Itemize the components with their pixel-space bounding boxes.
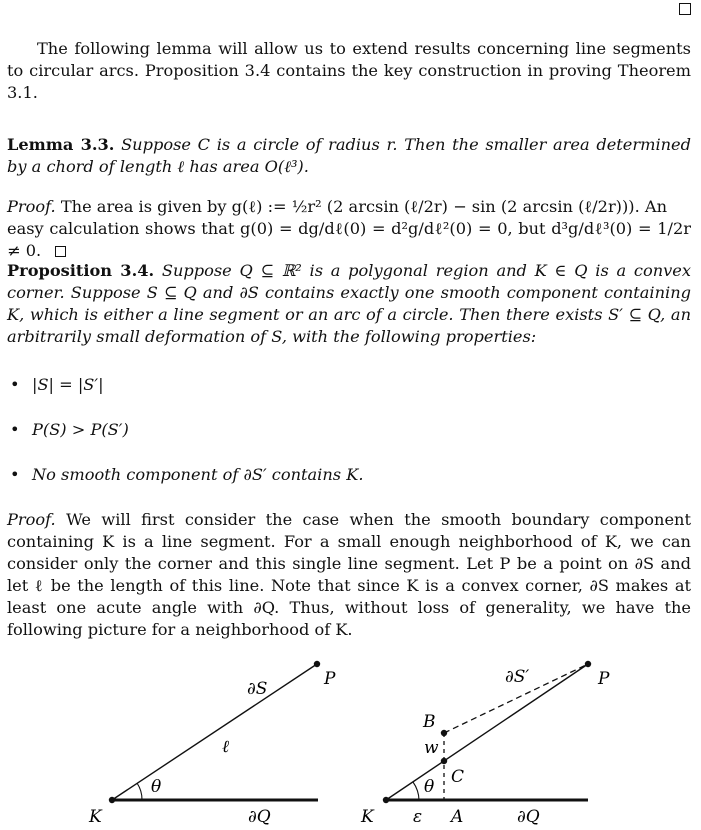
figure-right	[360, 661, 610, 827]
point-K	[383, 797, 389, 803]
list-item: • |S| = |S′|	[32, 374, 104, 396]
figure-left	[88, 661, 336, 827]
proposition-label: Proposition 3.4.	[7, 261, 155, 280]
lemma-proof-calc: easy calculation shows that g(0) = dg/dℓ(0) = d²g/dℓ²(0) = 0, but d³g/dℓ³(0) = 1/2r ≠ 0.	[7, 219, 691, 260]
point-B	[441, 730, 447, 736]
lemma-proof-label: Proof.	[7, 197, 56, 216]
lemma-text: Suppose C is a circle of radius r. Then the smaller area determined by a chord of length ℓ has area O(ℓ³).	[7, 135, 691, 176]
proposition-text: Suppose Q ⊆ ℝ² is a polygonal region and K ∈ Q is a convex corner. Suppose S ⊆ Q and ∂S contains exactly one smooth component containing K, which is either a line segment or an arc of a circle. Then there exists S′ ⊆ Q, an arbitrarily small deformation of S, with the following properties:	[7, 261, 691, 346]
prop-proof-text: We will first consider the case when the smooth boundary component containing K is a line segment. For a small enough neighborhood of K, we can consider only the corner and this single line segment. Let P be a point on ∂S and let ℓ be the length of this line. Note that since K is a convex corner, ∂S makes at least one acute angle with ∂Q. Thus, without loss of generality, we have the following picture for a neighborhood of K.	[7, 510, 691, 639]
list-item: • P(S) > P(S′)	[32, 419, 129, 441]
label-dS: ∂S	[247, 679, 268, 699]
lemma-proof-area: The area is given by g(ℓ) := ½r² (2 arcsin (ℓ/2r) − sin (2 arcsin (ℓ/2r))). An	[60, 197, 668, 216]
label-K: K	[89, 807, 102, 827]
point-C	[441, 758, 447, 764]
label-K: K	[361, 807, 374, 827]
label-dSprime: ∂S′	[505, 667, 530, 687]
label-ell: ℓ	[222, 737, 230, 757]
label-A: A	[451, 807, 464, 827]
label-w: w	[424, 738, 439, 758]
point-P	[314, 661, 320, 667]
label-dQ: ∂Q	[248, 807, 271, 827]
intro-text: The following lemma will allow us to extend results concerning line segments to circular arcs. Proposition 3.4 contains the key construction in proving Theorem 3.1.	[7, 39, 691, 102]
label-B: B	[423, 712, 436, 732]
label-P: P	[598, 669, 610, 689]
angle-arc	[413, 782, 419, 800]
list-item: • No smooth component of ∂S′ contains K.	[32, 464, 363, 486]
point-K	[109, 797, 115, 803]
label-dQ: ∂Q	[517, 807, 540, 827]
lemma-label: Lemma 3.3.	[7, 135, 115, 154]
angle-arc	[137, 783, 142, 800]
label-P: P	[324, 669, 336, 689]
prop-proof-label: Proof.	[7, 510, 56, 529]
label-C: C	[451, 767, 465, 787]
boundary-dS-line	[112, 664, 317, 800]
label-theta: θ	[424, 777, 435, 797]
label-eps: ε	[413, 807, 423, 827]
label-theta: θ	[151, 777, 162, 797]
boundary-dS-line	[386, 664, 588, 800]
point-P	[585, 661, 591, 667]
